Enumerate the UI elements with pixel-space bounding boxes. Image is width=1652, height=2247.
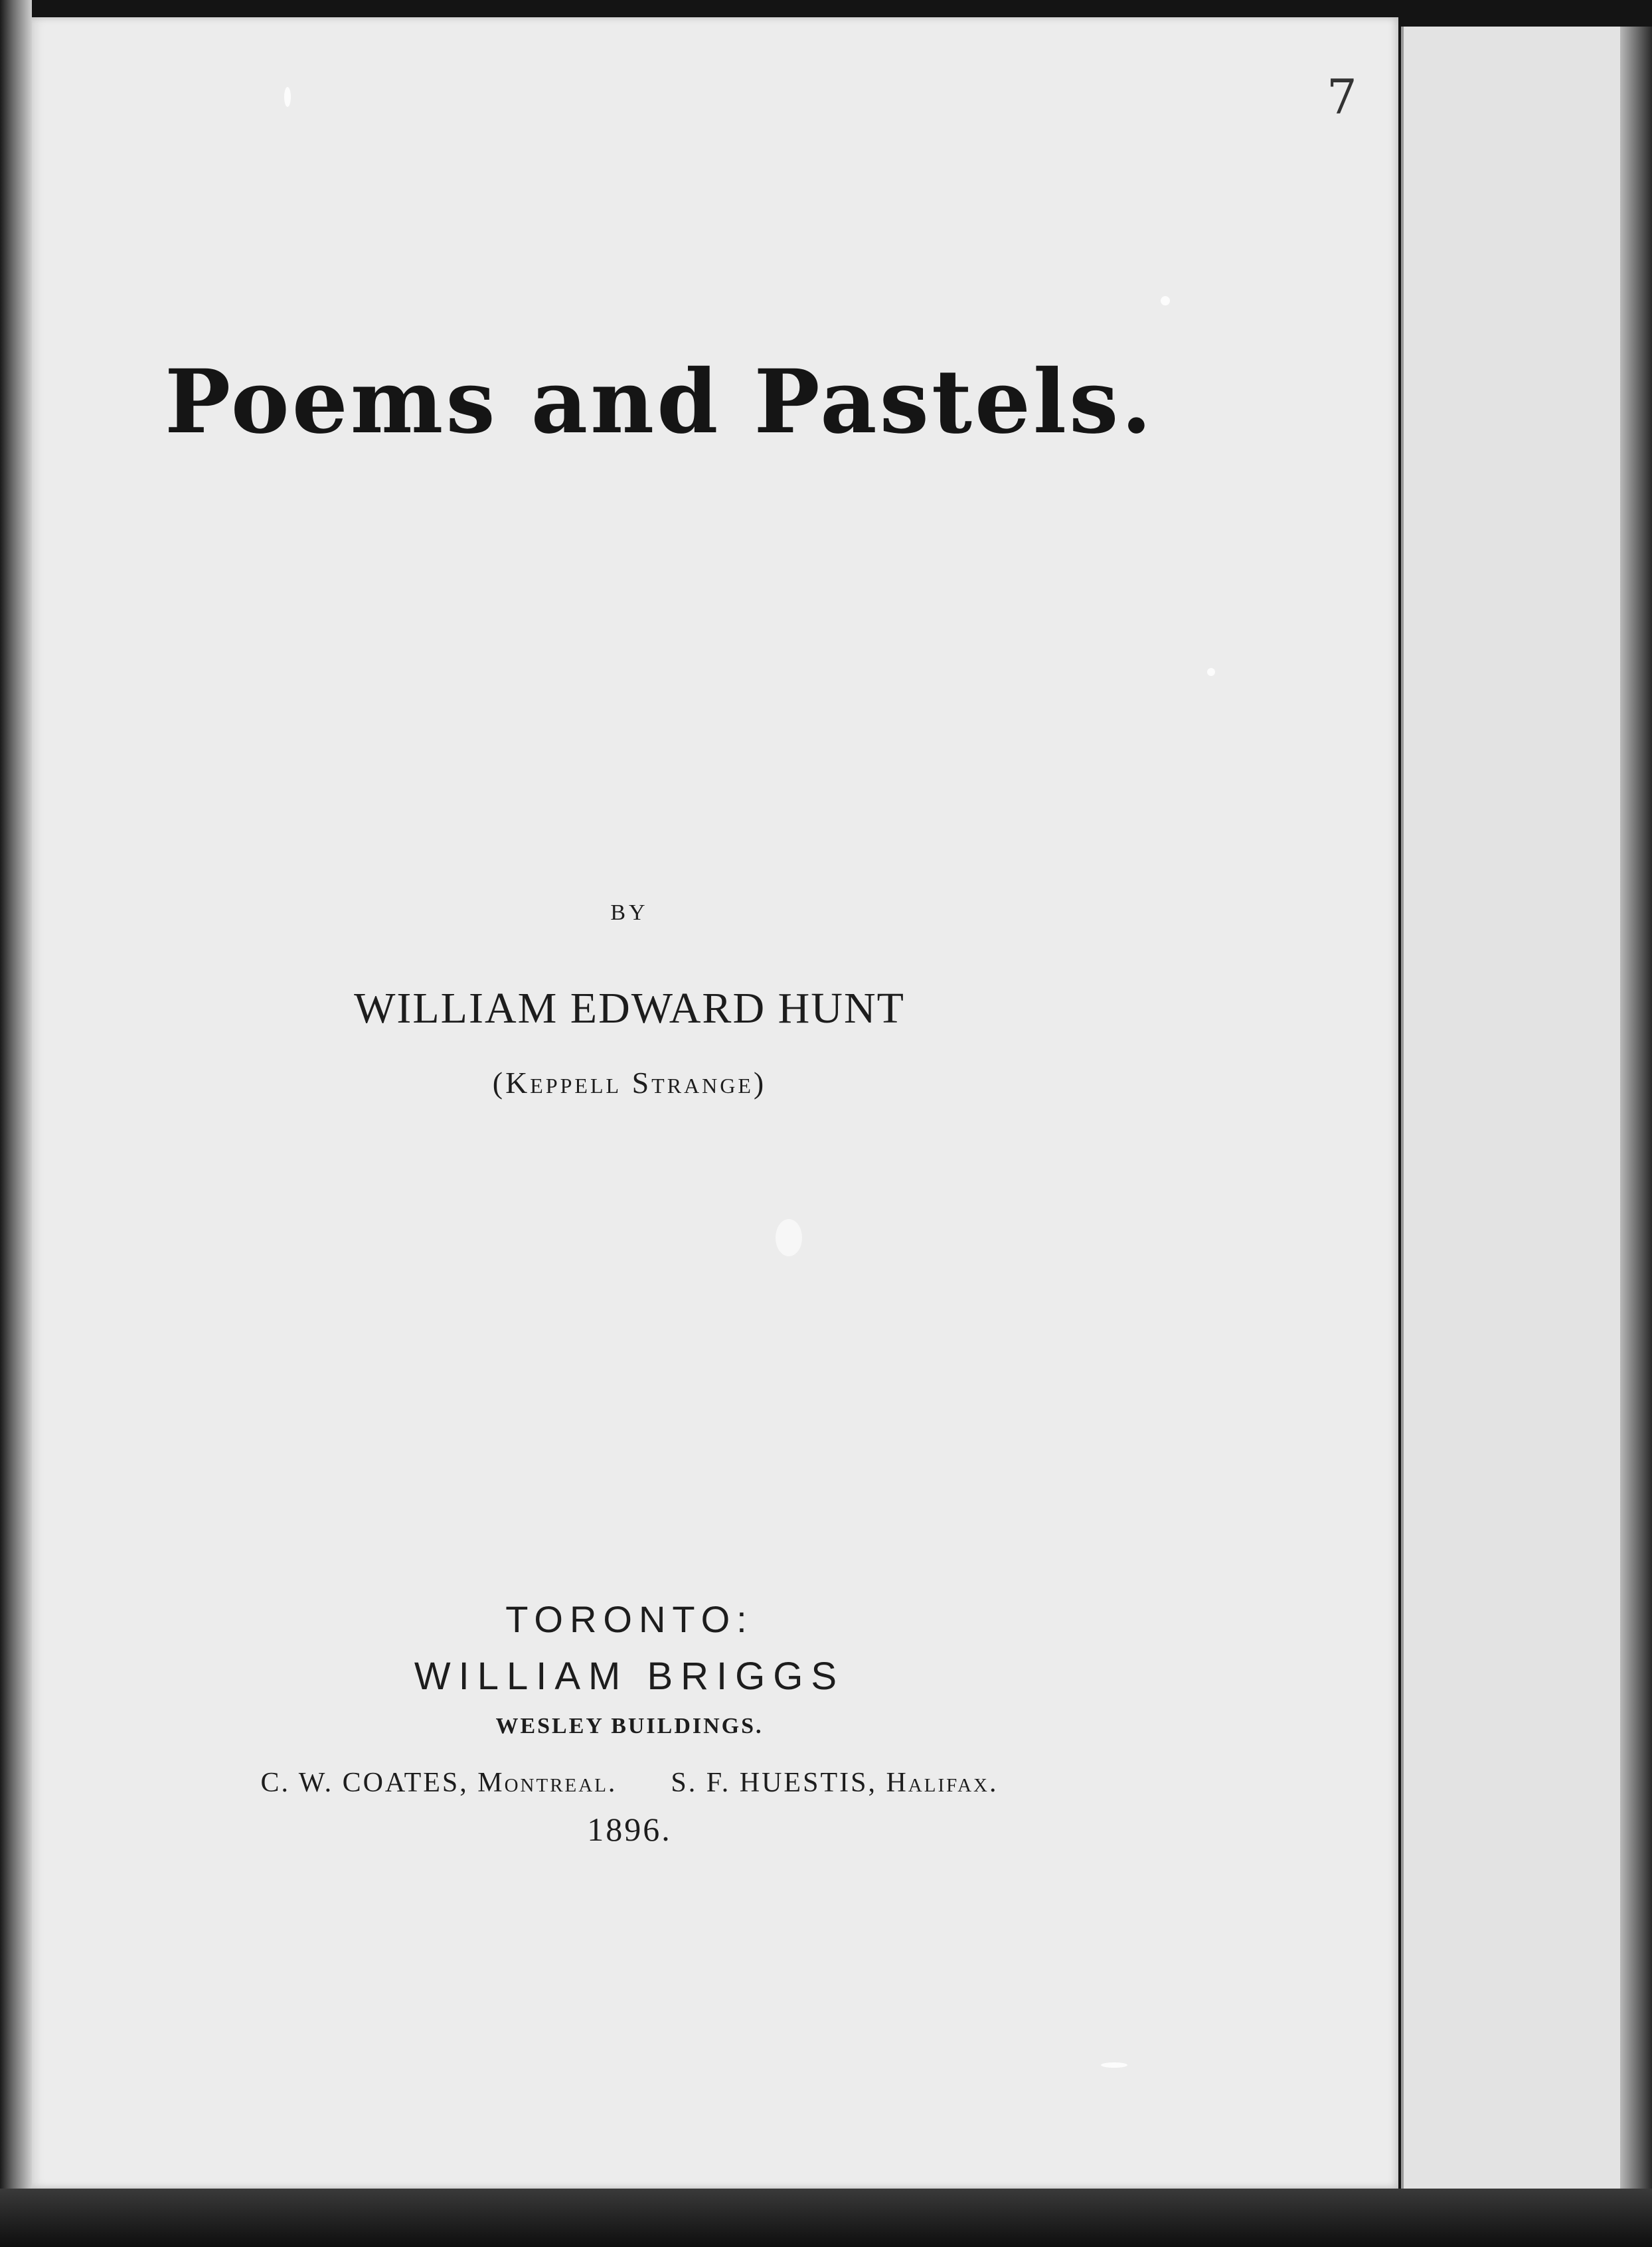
book-title: Poems and Pastels.: [165, 351, 1155, 454]
imprint-publisher: WILLIAM BRIGGS: [414, 1655, 845, 1698]
title-page: [32, 17, 1398, 2189]
dust-speck: [1101, 2062, 1127, 2068]
imprint-address: WESLEY BUILDINGS.: [495, 1714, 764, 1738]
scan-bottom-edge: [0, 2189, 1652, 2247]
byline-label: BY: [610, 900, 649, 925]
dust-speck: [1207, 668, 1215, 676]
dust-speck: [776, 1219, 802, 1256]
imprint-agents: C. W. COATES, Montreal. S. F. HUESTIS, Halifax.: [260, 1768, 999, 1798]
dust-speck: [1161, 296, 1170, 305]
author-pseudonym: (Keppell Strange): [492, 1066, 767, 1100]
corner-pencil-mark: 7: [1327, 69, 1357, 125]
dust-speck: [284, 87, 291, 107]
binding-edge: [0, 0, 32, 2247]
imprint-city: TORONTO:: [505, 1598, 754, 1640]
author-name: WILLIAM EDWARD HUNT: [354, 984, 905, 1033]
adjacent-page-edge: [1620, 27, 1652, 2247]
adjacent-page: [1401, 27, 1623, 2218]
imprint-year: 1896.: [587, 1811, 672, 1848]
